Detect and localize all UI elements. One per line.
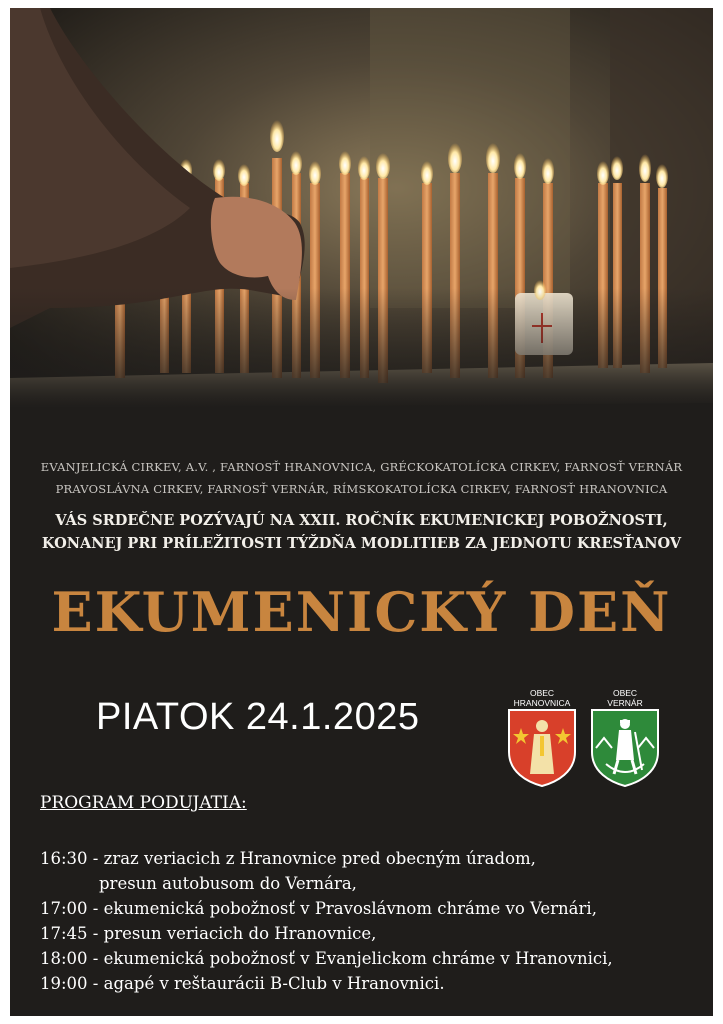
candles-image bbox=[10, 8, 713, 408]
invitation-line-2: KONANEJ PRI PRÍLEŽITOSTI TÝŽDŇA MODLITIEB ZA JEDNOTU KRESŤANOV bbox=[41, 535, 682, 552]
program-item: 16:30 - zraz veriacich z Hranovnice pred obecným úradom, bbox=[40, 849, 536, 868]
program-item: 19:00 - agapé v reštaurácii B-Club v Hranovnici. bbox=[40, 974, 445, 993]
program-list bbox=[40, 846, 700, 996]
program-text: ekumenická pobožnosť v Pravoslávnom chráme vo Vernári, bbox=[103, 899, 597, 918]
program-time: 17:45 bbox=[40, 924, 88, 943]
organizers-line-1: EVANJELICKÁ CIRKEV, A.V. , FARNOSŤ HRANOVNICA, GRÉCKOKATOLÍCKA CIRKEV, FARNOSŤ VERNÁR bbox=[40, 460, 683, 474]
crest-label-obec: OBEC bbox=[529, 688, 555, 698]
hranovnica-coat-of-arms-icon bbox=[507, 708, 577, 788]
crest-label-town: HRANOVNICA bbox=[513, 698, 571, 708]
crest-hranovnica bbox=[505, 688, 579, 792]
program-text: presun autobusom do Vernára, bbox=[99, 874, 357, 893]
program-time: 18:00 bbox=[40, 949, 88, 968]
candles-photo bbox=[10, 8, 713, 408]
program-item: 17:45 - presun veriacich do Hranovnice, bbox=[40, 924, 377, 943]
program-text: ekumenická pobožnosť v Evanjelickom chráme v Hranovnici, bbox=[103, 949, 613, 968]
poster bbox=[10, 8, 713, 1016]
organizers-line-2: PRAVOSLÁVNA CIRKEV, FARNOSŤ VERNÁR, RÍMSKOKATOLÍCKA CIRKEV, FARNOSŤ HRANOVNICA bbox=[55, 482, 668, 496]
program-time: 16:30 bbox=[40, 849, 88, 868]
program-time: 17:00 bbox=[40, 899, 88, 918]
program-heading: PROGRAM PODUJATIA: bbox=[40, 793, 247, 813]
program-item: 18:00 - ekumenická pobožnosť v Evanjelickom chráme v Hranovnici, bbox=[40, 949, 613, 968]
vernar-coat-of-arms-icon bbox=[590, 708, 660, 788]
crest-label-town: VERNÁR bbox=[607, 698, 643, 708]
crest-label-obec: OBEC bbox=[612, 688, 638, 698]
invitation-line-1: VÁS SRDEČNE POZÝVAJÚ NA XXII. ROČNÍK EKUMENICKEJ POBOŽNOSTI, bbox=[55, 512, 668, 529]
event-date: PIATOK 24.1.2025 bbox=[96, 696, 420, 738]
event-title: EKUMENICKÝ DEŇ bbox=[51, 580, 672, 644]
program-time: 19:00 bbox=[40, 974, 88, 993]
program-item: 17:00 - ekumenická pobožnosť v Pravoslávnom chráme vo Vernári, bbox=[40, 899, 597, 918]
crest-vernar bbox=[588, 688, 662, 792]
program-text: agapé v reštaurácii B-Club v Hranovnici. bbox=[103, 974, 445, 993]
program-item-continuation bbox=[40, 871, 700, 896]
program-text: presun veriacich do Hranovnice, bbox=[103, 924, 377, 943]
program-text: zraz veriacich z Hranovnice pred obecným úradom, bbox=[103, 849, 536, 868]
